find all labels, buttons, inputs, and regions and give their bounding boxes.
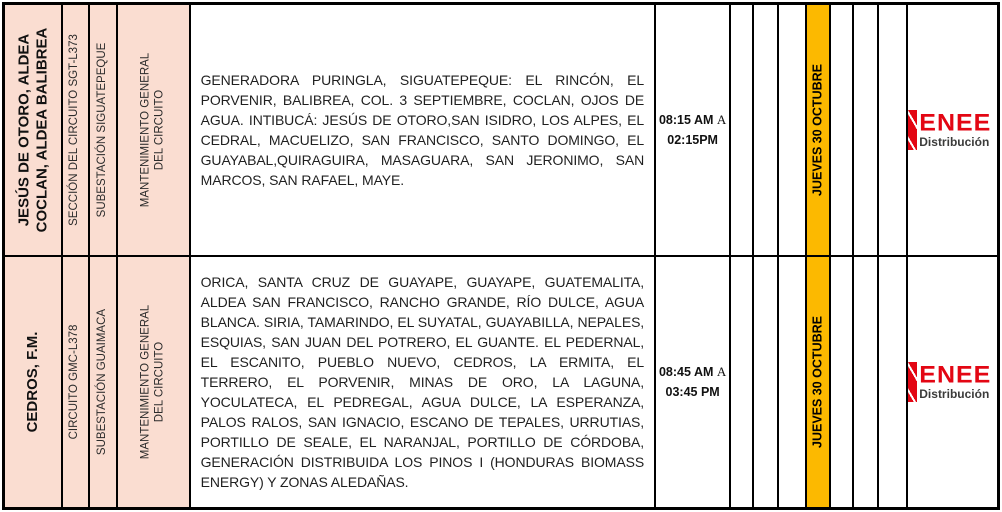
circuit-label: SECCIÓN DEL CIRCUITO SGT-L373 [68,34,81,226]
time-end: 03:45 PM [665,385,720,400]
date-cell [806,4,830,257]
outage-row [4,256,999,509]
date-cell [806,256,830,509]
empty-cell [730,256,753,509]
areas-cell [190,4,655,257]
circuit-cell [62,256,89,509]
transmission-lines-icon [908,362,917,402]
maintenance-cell [117,4,190,257]
maintenance-cell [117,256,190,509]
time-start: 08:15 AM [658,112,714,127]
empty-cell [778,256,806,509]
substation-label: SUBESTACIÓN SIGUATEPEQUE [95,42,108,218]
time-line-2 [656,130,729,150]
substation-cell [89,256,117,509]
areas-text: GENERADORA PURINGLA, SIGUATEPEQUE: EL RINCÓN, EL PORVENIR, BALIBREA, COL. 3 SEPTIEMBRE, COCLAN, OJOS DE AGUA. INTIBUCÁ: JESÚS DE OTORO,SAN ISIDRO, LOS ALPES, EL CEDRAL, MACUELIZO, SAN FRANCISCO, SANTO DOMINGO, EL GUAYABAL,QUIRAGUIRA, MASAGUARA, SAN JERONIMO, SAN MARCOS, SAN RAFAEL, MAYE. [200,72,645,188]
logo-cell [907,4,998,257]
location-cell [4,256,62,509]
enee-logo-subtitle: Distribución [919,134,990,149]
empty-cell [753,4,778,257]
areas-text: ORICA, SANTA CRUZ DE GUAYAPE, GUAYAPE, GUATEMALITA, ALDEA SAN FRANCISCO, RANCHO GRANDE, RÍO DULCE, AGUA BLANCA. SIRIA, TAMARINDO, EL SUYATAL, GUAYABILLA, NEPALES, ESQUIAS, SAN JUAN DEL POTRERO, EL GUANTE. EL PEDERNAL, EL ESCANITO, PUEBLO NUEVO, CEDROS, LA ERMITA, EL TERRERO, EL PORVENIR, MINAS DE ORO, LA LAGUNA, YOCULATECA, EL PEDREGAL, AGUA DULCE, LA ESPERANZA, PALOS RALOS, SAN IGNACIO, ESCANO DE TEPALES, URRUTIAS, PORTILLO DE SEALE, EL NARANJAL, PORTILLO DE CÓRDOBA, GENERACIÓN DISTRIBUIDA LOS PINOS I (HONDURAS BIOMASS ENERGY) Y ZONAS ALEDAÑAS. [200,274,645,490]
enee-logo-name: ENEE [919,109,992,136]
time-connector: A [716,363,727,379]
empty-cell [878,256,907,509]
enee-logo-subtitle: Distribución [919,386,990,401]
time-end: 02:15PM [667,133,718,148]
empty-cell [878,4,907,257]
date-label: JUEVES 30 OCTUBRE [810,316,825,448]
time-line-2 [656,382,729,402]
location-label: CEDROS, F.M. [23,331,41,433]
substation-label: SUBESTACIÓN GUAIMACA [95,308,108,456]
time-start: 08:45 AM [658,364,714,379]
time-line-1 [656,362,729,383]
empty-cell [778,4,806,257]
transmission-lines-icon [908,110,917,150]
location-label: JESÚS DE OTORO, ALDEA COCLAN, ALDEA BALIBREA [15,27,50,233]
maintenance-label: MANTENIMIENTO GENERAL DEL CIRCUITO [139,304,166,460]
maintenance-label: MANTENIMIENTO GENERAL DEL CIRCUITO [139,52,166,208]
empty-cell [853,4,878,257]
empty-cell [753,256,778,509]
time-cell [655,256,730,509]
empty-cell [730,4,753,257]
enee-logo [908,362,997,402]
outage-schedule-table [2,2,1000,510]
time-connector: A [716,111,727,127]
empty-cell [830,256,853,509]
empty-cell [853,256,878,509]
outage-row [4,4,999,257]
enee-logo [908,110,997,150]
time-cell [655,4,730,257]
date-label: JUEVES 30 OCTUBRE [810,64,825,196]
logo-cell [907,256,998,509]
areas-cell [190,256,655,509]
substation-cell [89,4,117,257]
enee-logo-name: ENEE [919,361,992,388]
circuit-label: CIRCUITO GMC-L378 [68,324,81,440]
location-cell [4,4,62,257]
empty-cell [830,4,853,257]
circuit-cell [62,4,89,257]
time-line-1 [656,110,729,131]
